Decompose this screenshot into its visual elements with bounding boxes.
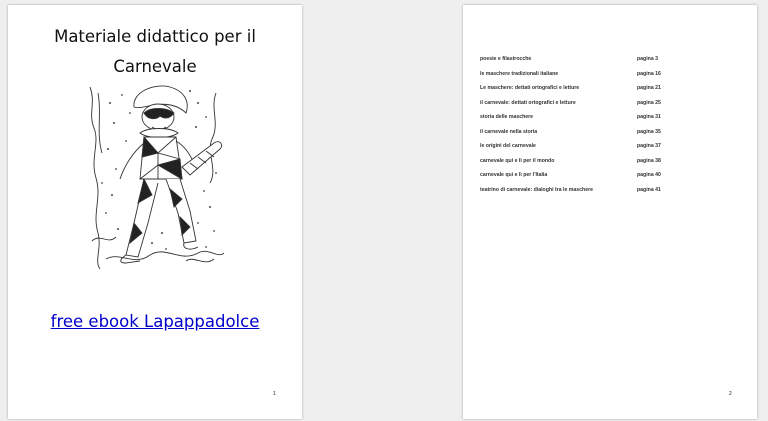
toc-entry bbox=[480, 187, 730, 202]
toc-entry bbox=[480, 143, 730, 158]
toc-entry-page: pagina 41 bbox=[637, 186, 661, 193]
page-number: 2 bbox=[729, 391, 732, 397]
page-title-line-2: Carnevale bbox=[113, 57, 197, 76]
toc-entry-page: pagina 35 bbox=[637, 128, 661, 135]
document-page-1 bbox=[8, 5, 302, 419]
toc-entry bbox=[480, 114, 730, 129]
toc-entry-title: teatrino di carnevale: dialoghi tra le maschere bbox=[480, 186, 594, 193]
harlequin-illustration bbox=[86, 83, 226, 271]
toc-entry-page: pagina 37 bbox=[637, 143, 661, 149]
toc-entry-title: poesie e filastrocche bbox=[480, 56, 532, 62]
toc-entry bbox=[480, 71, 730, 86]
toc-entry-title: il carnevale: dettati ortografici e letture bbox=[480, 99, 576, 106]
ebook-link[interactable]: free ebook Lapappadolce bbox=[50, 312, 260, 331]
toc-entry bbox=[480, 85, 730, 100]
toc-entry-title: carnevale qui e lì per l'Italia bbox=[480, 172, 548, 178]
table-of-contents bbox=[480, 56, 730, 201]
toc-entry-title: Le maschere: dettati ortografici e letture bbox=[480, 85, 580, 91]
toc-entry-page: pagina 25 bbox=[637, 99, 661, 106]
toc-entry bbox=[480, 56, 730, 71]
toc-entry bbox=[480, 158, 730, 173]
toc-entry-page: pagina 3 bbox=[637, 56, 659, 62]
toc-entry bbox=[480, 172, 730, 187]
toc-entry-page: pagina 40 bbox=[637, 172, 661, 178]
toc-entry-title: carnevale qui e lì per il mondo bbox=[480, 157, 555, 164]
toc-entry-page: pagina 16 bbox=[637, 70, 661, 77]
toc-entry-page: pagina 31 bbox=[637, 114, 661, 120]
page-title-line-1: Materiale didattico per il bbox=[54, 27, 256, 46]
toc-entry-title: le origini del carnevale bbox=[480, 143, 536, 149]
toc-entry-title: le maschere tradizionali italiane bbox=[480, 70, 559, 77]
toc-entry-page: pagina 38 bbox=[637, 157, 661, 164]
page-number: 1 bbox=[273, 391, 276, 397]
toc-entry-title: storia delle maschere bbox=[480, 114, 534, 120]
toc-entry bbox=[480, 100, 730, 115]
toc-entry bbox=[480, 129, 730, 144]
document-page-2 bbox=[463, 5, 757, 419]
toc-entry-title: il carnevale nella storia bbox=[480, 128, 538, 135]
toc-entry-page: pagina 21 bbox=[637, 85, 661, 91]
